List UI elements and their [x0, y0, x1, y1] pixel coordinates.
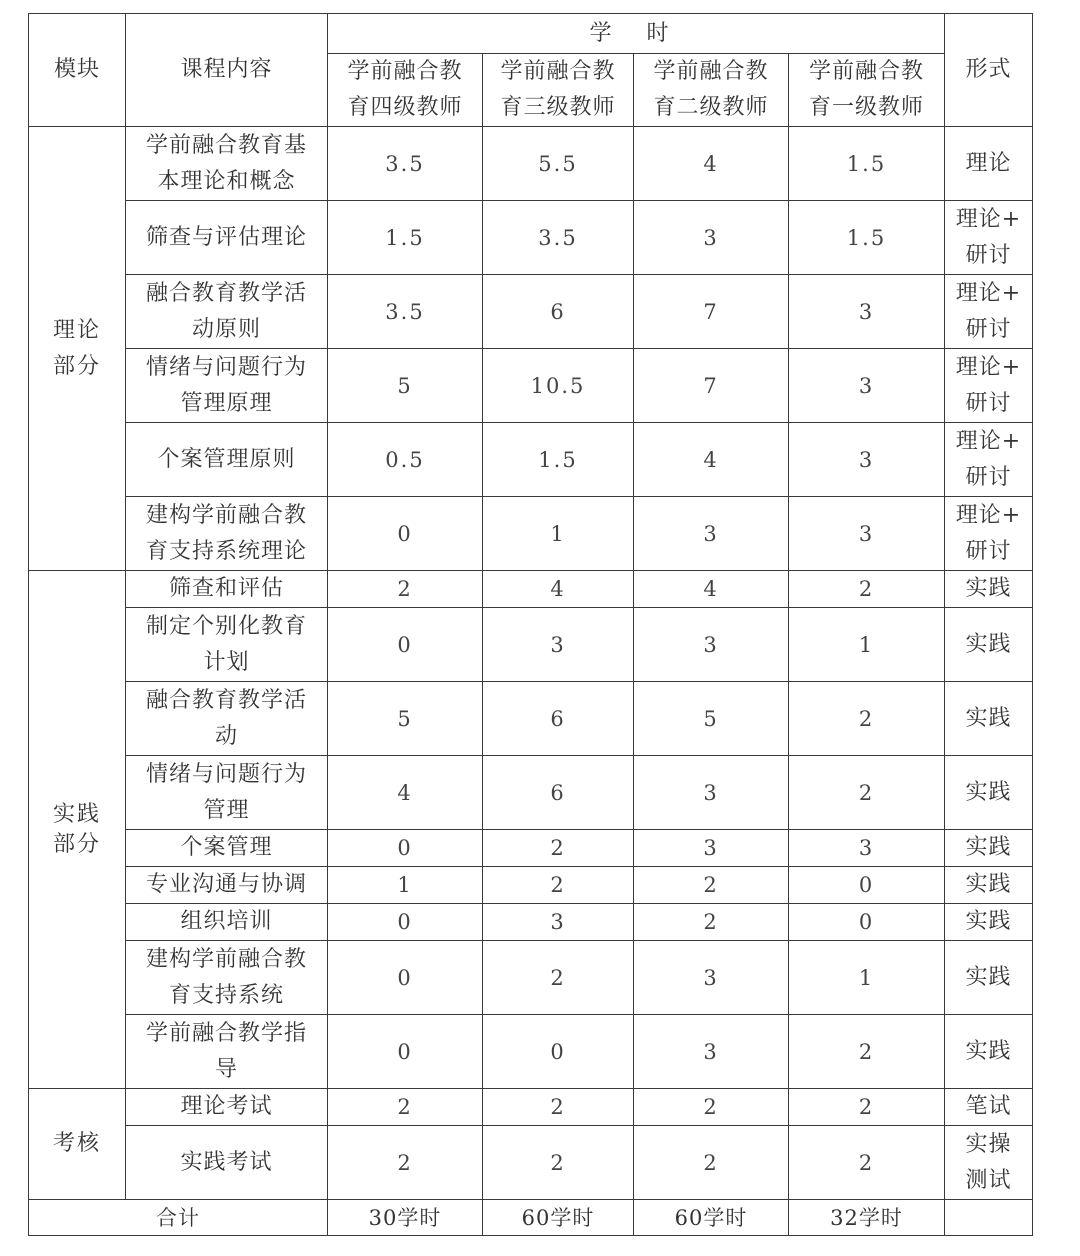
- hours-level-4: 0: [328, 941, 483, 1015]
- table-row: [29, 830, 1033, 867]
- form-cell: 实践: [945, 830, 1033, 867]
- header-form: 形式: [945, 14, 1033, 127]
- table-row: [29, 608, 1033, 682]
- hours-level-2: 3: [634, 201, 789, 275]
- table-row: [29, 497, 1033, 571]
- hours-level-4: 0.5: [328, 423, 483, 497]
- table-row: [29, 423, 1033, 497]
- hours-level-4: 2: [328, 571, 483, 608]
- hours-level-1: 2: [789, 1089, 945, 1126]
- table-row: [29, 1089, 1033, 1126]
- form-cell: 实践: [945, 608, 1033, 682]
- course-cell: 学前融合教学指 导: [126, 1015, 328, 1089]
- table-row: [29, 571, 1033, 608]
- course-cell: 个案管理: [126, 830, 328, 867]
- hours-level-3: 3: [483, 608, 634, 682]
- hours-level-1: 0: [789, 904, 945, 941]
- hours-level-4: 0: [328, 1015, 483, 1089]
- course-cell: 筛查和评估: [126, 571, 328, 608]
- hours-level-3: 2: [483, 941, 634, 1015]
- table-row: [29, 201, 1033, 275]
- hours-level-4: 1.5: [328, 201, 483, 275]
- course-cell: 建构学前融合教 育支持系统: [126, 941, 328, 1015]
- hours-level-3: 1.5: [483, 423, 634, 497]
- module-theory: 理论 部分: [29, 127, 126, 571]
- table-row: [29, 275, 1033, 349]
- form-cell: 实践: [945, 682, 1033, 756]
- hours-level-2: 3: [634, 608, 789, 682]
- form-cell: 实践: [945, 941, 1033, 1015]
- hours-level-1: 3: [789, 497, 945, 571]
- hours-level-3: 2: [483, 830, 634, 867]
- course-cell: 建构学前融合教 育支持系统理论: [126, 497, 328, 571]
- form-cell: 实践: [945, 756, 1033, 830]
- hours-level-3: 3.5: [483, 201, 634, 275]
- total-row: [29, 1200, 1033, 1236]
- form-cell: 笔试: [945, 1089, 1033, 1126]
- hours-level-2: 3: [634, 497, 789, 571]
- total-form: [945, 1200, 1033, 1236]
- course-cell: 理论考试: [126, 1089, 328, 1126]
- hours-level-1: 2: [789, 756, 945, 830]
- hours-level-2: 7: [634, 275, 789, 349]
- table-row: [29, 349, 1033, 423]
- hours-level-3: 5.5: [483, 127, 634, 201]
- form-cell: 理论+ 研讨: [945, 497, 1033, 571]
- hours-level-3: 6: [483, 275, 634, 349]
- hours-level-1: 2: [789, 1126, 945, 1200]
- header-level-2: 学前融合教 育二级教师: [634, 54, 789, 127]
- header-level-4: 学前融合教 育四级教师: [328, 54, 483, 127]
- form-cell: 理论+ 研讨: [945, 423, 1033, 497]
- hours-level-1: 1: [789, 941, 945, 1015]
- hours-level-4: 0: [328, 830, 483, 867]
- total-label: 合计: [29, 1200, 328, 1236]
- form-cell: 理论+ 研讨: [945, 349, 1033, 423]
- form-cell: 实操 测试: [945, 1126, 1033, 1200]
- hours-level-3: 6: [483, 682, 634, 756]
- hours-level-4: 0: [328, 904, 483, 941]
- hours-level-3: 2: [483, 867, 634, 904]
- hours-level-1: 2: [789, 682, 945, 756]
- course-hours-table-container: [28, 13, 1033, 1236]
- table-row: [29, 904, 1033, 941]
- course-cell: 筛查与评估理论: [126, 201, 328, 275]
- hours-level-1: 1.5: [789, 201, 945, 275]
- hours-level-2: 4: [634, 127, 789, 201]
- hours-level-2: 3: [634, 1015, 789, 1089]
- hours-level-4: 5: [328, 349, 483, 423]
- hours-level-2: 4: [634, 571, 789, 608]
- hours-level-3: 10.5: [483, 349, 634, 423]
- hours-level-4: 3.5: [328, 275, 483, 349]
- hours-level-2: 2: [634, 904, 789, 941]
- hours-level-1: 3: [789, 349, 945, 423]
- hours-level-1: 0: [789, 867, 945, 904]
- form-cell: 实践: [945, 571, 1033, 608]
- course-cell: 融合教育教学活 动原则: [126, 275, 328, 349]
- header-level-3: 学前融合教 育三级教师: [483, 54, 634, 127]
- hours-level-1: 2: [789, 571, 945, 608]
- header-hours: 学 时: [328, 14, 945, 54]
- hours-level-4: 0: [328, 497, 483, 571]
- hours-level-2: 7: [634, 349, 789, 423]
- form-cell: 实践: [945, 1015, 1033, 1089]
- module-practice: 实践 部分: [29, 571, 126, 1089]
- total-level-4: 30学时: [328, 1200, 483, 1236]
- course-cell: 实践考试: [126, 1126, 328, 1200]
- hours-level-3: 3: [483, 904, 634, 941]
- hours-level-2: 2: [634, 867, 789, 904]
- total-level-3: 60学时: [483, 1200, 634, 1236]
- hours-level-2: 2: [634, 1089, 789, 1126]
- hours-level-2: 4: [634, 423, 789, 497]
- course-hours-table: [28, 13, 1033, 1236]
- hours-level-1: 1.5: [789, 127, 945, 201]
- hours-level-4: 2: [328, 1089, 483, 1126]
- hours-level-3: 1: [483, 497, 634, 571]
- course-cell: 情绪与问题行为 管理原理: [126, 349, 328, 423]
- hours-level-1: 2: [789, 1015, 945, 1089]
- hours-level-3: 6: [483, 756, 634, 830]
- course-cell: 融合教育教学活 动: [126, 682, 328, 756]
- course-cell: 专业沟通与协调: [126, 867, 328, 904]
- table-row: [29, 756, 1033, 830]
- course-cell: 制定个别化教育 计划: [126, 608, 328, 682]
- form-cell: 理论+ 研讨: [945, 201, 1033, 275]
- hours-level-2: 3: [634, 756, 789, 830]
- hours-level-4: 4: [328, 756, 483, 830]
- hours-level-4: 1: [328, 867, 483, 904]
- course-cell: 个案管理原则: [126, 423, 328, 497]
- course-cell: 情绪与问题行为 管理: [126, 756, 328, 830]
- module-exam: 考核: [29, 1089, 126, 1200]
- form-cell: 理论+ 研讨: [945, 275, 1033, 349]
- hours-level-1: 1: [789, 608, 945, 682]
- form-cell: 实践: [945, 867, 1033, 904]
- hours-level-3: 0: [483, 1015, 634, 1089]
- form-cell: 理论: [945, 127, 1033, 201]
- hours-level-3: 2: [483, 1126, 634, 1200]
- total-level-2: 60学时: [634, 1200, 789, 1236]
- form-cell: 实践: [945, 904, 1033, 941]
- header-course: 课程内容: [126, 14, 328, 127]
- hours-level-3: 4: [483, 571, 634, 608]
- course-cell: 组织培训: [126, 904, 328, 941]
- header-level-1: 学前融合教 育一级教师: [789, 54, 945, 127]
- hours-level-2: 3: [634, 941, 789, 1015]
- hours-level-1: 3: [789, 423, 945, 497]
- table-row: [29, 1126, 1033, 1200]
- hours-level-4: 5: [328, 682, 483, 756]
- hours-level-4: 0: [328, 608, 483, 682]
- hours-level-3: 2: [483, 1089, 634, 1126]
- hours-level-2: 2: [634, 1126, 789, 1200]
- table-row: [29, 941, 1033, 1015]
- hours-level-1: 3: [789, 830, 945, 867]
- hours-level-1: 3: [789, 275, 945, 349]
- table-row: [29, 867, 1033, 904]
- hours-level-2: 3: [634, 830, 789, 867]
- total-level-1: 32学时: [789, 1200, 945, 1236]
- hours-level-4: 2: [328, 1126, 483, 1200]
- header-module: 模块: [29, 14, 126, 127]
- course-cell: 学前融合教育基 本理论和概念: [126, 127, 328, 201]
- table-row: [29, 682, 1033, 756]
- hours-level-2: 5: [634, 682, 789, 756]
- table-row: [29, 127, 1033, 201]
- hours-level-4: 3.5: [328, 127, 483, 201]
- table-row: [29, 1015, 1033, 1089]
